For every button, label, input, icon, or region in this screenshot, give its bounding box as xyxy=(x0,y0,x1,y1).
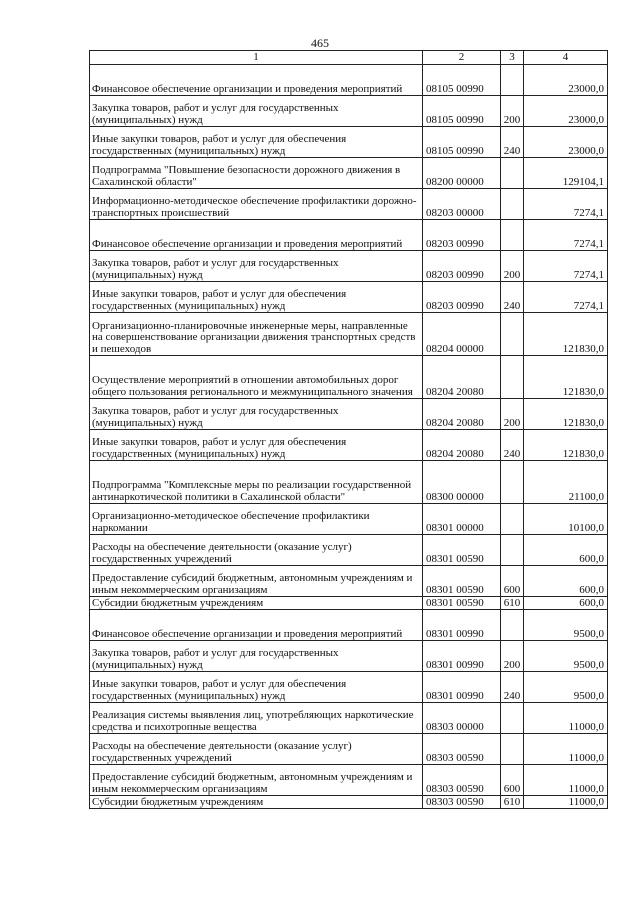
header-row xyxy=(90,51,608,65)
row-amount-cell: 121830,0 xyxy=(524,430,608,461)
table-row xyxy=(90,189,608,220)
table-row xyxy=(90,127,608,158)
page-number: 465 xyxy=(311,36,329,50)
row-code-cell: 08301 00590 xyxy=(423,566,501,597)
table-row xyxy=(90,734,608,765)
table-row xyxy=(90,220,608,251)
table-row xyxy=(90,703,608,734)
row-amount-cell: 11000,0 xyxy=(524,765,608,796)
row-type-cell: 610 xyxy=(501,796,524,809)
row-code-cell: 08203 00990 xyxy=(423,220,501,251)
row-code-cell: 08301 00990 xyxy=(423,610,501,641)
row-code-cell: 08204 20080 xyxy=(423,356,501,399)
row-code-cell: 08203 00990 xyxy=(423,251,501,282)
row-amount-cell: 7274,1 xyxy=(524,220,608,251)
row-amount-cell: 600,0 xyxy=(524,597,608,610)
row-name-cell: Финансовое обеспечение организации и проведения мероприятий xyxy=(90,65,423,96)
row-name-cell: Организационно-методическое обеспечение профилактики наркомании xyxy=(90,504,423,535)
row-code-cell: 08300 00000 xyxy=(423,461,501,504)
row-type-cell: 240 xyxy=(501,127,524,158)
table-row xyxy=(90,65,608,96)
table-row xyxy=(90,461,608,504)
row-name-cell: Реализация системы выявления лиц, употребляющих наркотические средства и психотропные вещества xyxy=(90,703,423,734)
row-code-cell: 08301 00990 xyxy=(423,672,501,703)
row-type-cell xyxy=(501,158,524,189)
row-type-cell xyxy=(501,356,524,399)
column-header-name: 1 xyxy=(90,51,423,65)
table-row xyxy=(90,251,608,282)
table-row xyxy=(90,566,608,597)
row-amount-cell: 11000,0 xyxy=(524,796,608,809)
budget-table xyxy=(89,50,608,809)
row-name-cell: Расходы на обеспечение деятельности (оказание услуг) государственных учреждений xyxy=(90,734,423,765)
row-code-cell: 08203 00990 xyxy=(423,282,501,313)
row-code-cell: 08105 00990 xyxy=(423,127,501,158)
row-code-cell: 08301 00590 xyxy=(423,535,501,566)
row-code-cell: 08303 00590 xyxy=(423,734,501,765)
column-header-type: 3 xyxy=(501,51,524,65)
row-type-cell: 240 xyxy=(501,672,524,703)
table-row xyxy=(90,765,608,796)
row-type-cell: 200 xyxy=(501,399,524,430)
row-name-cell: Организационно-планировочные инженерные меры, направленные на совершенствование организации движения транспортных средств и пешеходов xyxy=(90,313,423,356)
row-name-cell: Закупка товаров, работ и услуг для государственных (муниципальных) нужд xyxy=(90,641,423,672)
row-type-cell: 600 xyxy=(501,566,524,597)
row-amount-cell: 7274,1 xyxy=(524,251,608,282)
row-amount-cell: 9500,0 xyxy=(524,672,608,703)
row-name-cell: Закупка товаров, работ и услуг для государственных (муниципальных) нужд xyxy=(90,251,423,282)
row-code-cell: 08301 00990 xyxy=(423,641,501,672)
row-name-cell: Предоставление субсидий бюджетным, автономным учреждениям и иным некоммерческим организациям xyxy=(90,765,423,796)
column-header-amount: 4 xyxy=(524,51,608,65)
row-type-cell xyxy=(501,65,524,96)
row-type-cell xyxy=(501,734,524,765)
row-code-cell: 08303 00000 xyxy=(423,703,501,734)
row-name-cell: Финансовое обеспечение организации и проведения мероприятий xyxy=(90,610,423,641)
row-type-cell: 240 xyxy=(501,282,524,313)
row-code-cell: 08303 00590 xyxy=(423,765,501,796)
row-name-cell: Финансовое обеспечение организации и проведения мероприятий xyxy=(90,220,423,251)
row-type-cell xyxy=(501,313,524,356)
row-name-cell: Закупка товаров, работ и услуг для государственных (муниципальных) нужд xyxy=(90,96,423,127)
row-type-cell xyxy=(501,461,524,504)
row-code-cell: 08105 00990 xyxy=(423,65,501,96)
row-amount-cell: 600,0 xyxy=(524,566,608,597)
row-code-cell: 08200 00000 xyxy=(423,158,501,189)
row-name-cell: Субсидии бюджетным учреждениям xyxy=(90,597,423,610)
row-type-cell: 240 xyxy=(501,430,524,461)
row-amount-cell: 600,0 xyxy=(524,535,608,566)
table-row xyxy=(90,356,608,399)
row-amount-cell: 121830,0 xyxy=(524,399,608,430)
table-row xyxy=(90,504,608,535)
row-amount-cell: 10100,0 xyxy=(524,504,608,535)
row-amount-cell: 121830,0 xyxy=(524,356,608,399)
table-row xyxy=(90,158,608,189)
row-code-cell: 08204 20080 xyxy=(423,399,501,430)
row-type-cell: 610 xyxy=(501,597,524,610)
row-type-cell xyxy=(501,703,524,734)
row-amount-cell: 129104,1 xyxy=(524,158,608,189)
row-name-cell: Предоставление субсидий бюджетным, автономным учреждениям и иным некоммерческим организациям xyxy=(90,566,423,597)
row-name-cell: Подпрограмма "Комплексные меры по реализации государственной антинаркотической политики в Сахалинской области" xyxy=(90,461,423,504)
row-amount-cell: 23000,0 xyxy=(524,96,608,127)
table-row xyxy=(90,610,608,641)
table-body xyxy=(90,65,608,809)
row-name-cell: Иные закупки товаров, работ и услуг для обеспечения государственных (муниципальных) нужд xyxy=(90,282,423,313)
row-amount-cell: 21100,0 xyxy=(524,461,608,504)
table-row xyxy=(90,96,608,127)
row-code-cell: 08105 00990 xyxy=(423,96,501,127)
table-row xyxy=(90,430,608,461)
table-row xyxy=(90,399,608,430)
row-name-cell: Расходы на обеспечение деятельности (оказание услуг) государственных учреждений xyxy=(90,535,423,566)
row-code-cell: 08303 00590 xyxy=(423,796,501,809)
table-row xyxy=(90,282,608,313)
row-amount-cell: 9500,0 xyxy=(524,641,608,672)
row-name-cell: Информационно-методическое обеспечение профилактики дорожно-транспортных происшествий xyxy=(90,189,423,220)
row-type-cell: 200 xyxy=(501,96,524,127)
row-amount-cell: 7274,1 xyxy=(524,189,608,220)
row-code-cell: 08301 00590 xyxy=(423,597,501,610)
row-amount-cell: 7274,1 xyxy=(524,282,608,313)
row-amount-cell: 9500,0 xyxy=(524,610,608,641)
row-name-cell: Осуществление мероприятий в отношении автомобильных дорог общего пользования регионального и межмуниципального значения xyxy=(90,356,423,399)
row-type-cell xyxy=(501,535,524,566)
row-code-cell: 08204 00000 xyxy=(423,313,501,356)
table-row xyxy=(90,796,608,809)
row-name-cell: Субсидии бюджетным учреждениям xyxy=(90,796,423,809)
row-amount-cell: 121830,0 xyxy=(524,313,608,356)
table-row xyxy=(90,641,608,672)
row-amount-cell: 11000,0 xyxy=(524,703,608,734)
row-type-cell xyxy=(501,189,524,220)
row-type-cell xyxy=(501,220,524,251)
row-type-cell xyxy=(501,610,524,641)
row-amount-cell: 23000,0 xyxy=(524,65,608,96)
row-type-cell: 200 xyxy=(501,641,524,672)
table-row xyxy=(90,597,608,610)
table-row xyxy=(90,313,608,356)
row-name-cell: Иные закупки товаров, работ и услуг для обеспечения государственных (муниципальных) нужд xyxy=(90,430,423,461)
row-name-cell: Подпрограмма "Повышение безопасности дорожного движения в Сахалинской области" xyxy=(90,158,423,189)
row-amount-cell: 23000,0 xyxy=(524,127,608,158)
row-name-cell: Закупка товаров, работ и услуг для государственных (муниципальных) нужд xyxy=(90,399,423,430)
row-name-cell: Иные закупки товаров, работ и услуг для обеспечения государственных (муниципальных) нужд xyxy=(90,672,423,703)
column-header-code: 2 xyxy=(423,51,501,65)
row-code-cell: 08203 00000 xyxy=(423,189,501,220)
table-row xyxy=(90,672,608,703)
row-amount-cell: 11000,0 xyxy=(524,734,608,765)
row-type-cell xyxy=(501,504,524,535)
row-code-cell: 08204 20080 xyxy=(423,430,501,461)
row-type-cell: 600 xyxy=(501,765,524,796)
row-name-cell: Иные закупки товаров, работ и услуг для обеспечения государственных (муниципальных) нужд xyxy=(90,127,423,158)
table-row xyxy=(90,535,608,566)
row-code-cell: 08301 00000 xyxy=(423,504,501,535)
row-type-cell: 200 xyxy=(501,251,524,282)
